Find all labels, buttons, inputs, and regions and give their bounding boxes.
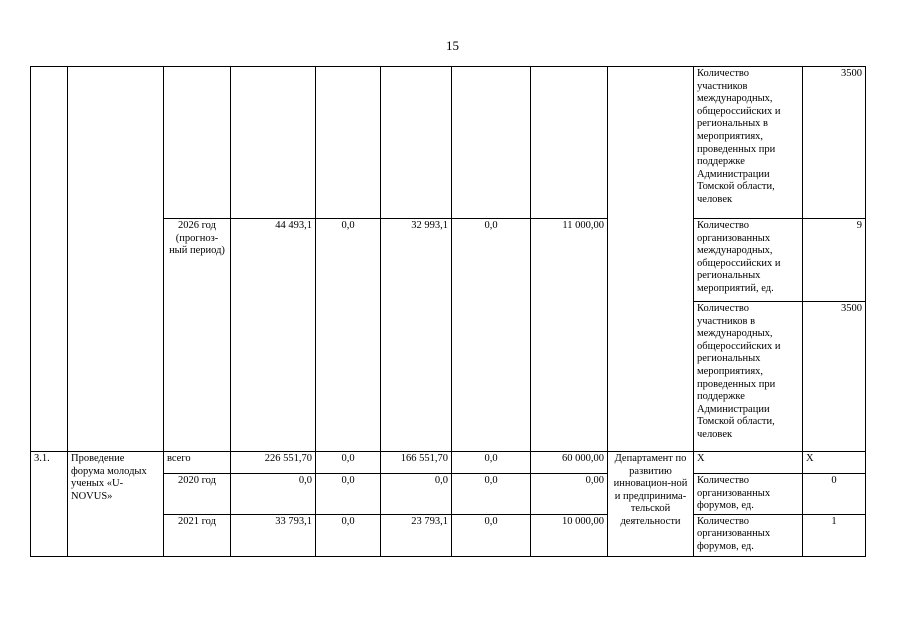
cell-num: 3.1. bbox=[31, 452, 68, 557]
cell-period: всего bbox=[164, 452, 231, 474]
cell-value: 3500 bbox=[803, 302, 866, 452]
page-number: 15 bbox=[446, 38, 459, 53]
table-row bbox=[31, 67, 866, 219]
cell-c3: 0,0 bbox=[452, 452, 531, 474]
cell-c2: 0,0 bbox=[381, 474, 452, 515]
cell-c3 bbox=[452, 67, 531, 219]
cell-name bbox=[68, 67, 164, 452]
cell-num bbox=[31, 67, 68, 452]
cell-c3: 0,0 bbox=[452, 474, 531, 515]
cell-total: 33 793,1 bbox=[231, 514, 316, 556]
table-row bbox=[31, 452, 866, 474]
cell-total: 0,0 bbox=[231, 474, 316, 515]
cell-indicator: Количество организованных международных, общероссийских и региональных мероприятий, ед. bbox=[694, 219, 803, 302]
cell-c4: 0,00 bbox=[531, 474, 608, 515]
cell-period: 2026 год (прогноз-ный период) bbox=[164, 219, 231, 452]
cell-executor: Департамент по развитию инновацион-ной и предпринима-тельской деятельности bbox=[608, 452, 694, 557]
cell-c2: 166 551,70 bbox=[381, 452, 452, 474]
cell-c4 bbox=[531, 67, 608, 219]
cell-c4: 11 000,00 bbox=[531, 219, 608, 452]
cell-c3: 0,0 bbox=[452, 219, 531, 452]
cell-c1 bbox=[316, 67, 381, 219]
cell-c4: 60 000,00 bbox=[531, 452, 608, 474]
cell-indicator: Количество организованных форумов, ед. bbox=[694, 514, 803, 556]
cell-executor bbox=[608, 67, 694, 452]
cell-value: Х bbox=[803, 452, 866, 474]
cell-period bbox=[164, 67, 231, 219]
cell-name: Проведение форума молодых ученых «U-NOVUS» bbox=[68, 452, 164, 557]
cell-value: 1 bbox=[803, 514, 866, 556]
cell-indicator: Количество участников в международных, общероссийских и региональных мероприятиях, проведенных при поддержке Администрации Томской области, человек bbox=[694, 302, 803, 452]
cell-total: 44 493,1 bbox=[231, 219, 316, 452]
cell-period: 2021 год bbox=[164, 514, 231, 556]
cell-c2 bbox=[381, 67, 452, 219]
cell-c1: 0,0 bbox=[316, 219, 381, 452]
cell-c1: 0,0 bbox=[316, 474, 381, 515]
cell-indicator: Количество участников международных, общероссийских и региональных в мероприятиях, проведенных при поддержке Администрации Томской области, человек bbox=[694, 67, 803, 219]
cell-c1: 0,0 bbox=[316, 514, 381, 556]
cell-c2: 32 993,1 bbox=[381, 219, 452, 452]
cell-indicator: Х bbox=[694, 452, 803, 474]
cell-value: 3500 bbox=[803, 67, 866, 219]
cell-c4: 10 000,00 bbox=[531, 514, 608, 556]
cell-indicator: Количество организованных форумов, ед. bbox=[694, 474, 803, 515]
cell-total: 226 551,70 bbox=[231, 452, 316, 474]
cell-c3: 0,0 bbox=[452, 514, 531, 556]
budget-table bbox=[30, 66, 866, 557]
cell-value: 9 bbox=[803, 219, 866, 302]
cell-value: 0 bbox=[803, 474, 866, 515]
cell-c2: 23 793,1 bbox=[381, 514, 452, 556]
cell-c1: 0,0 bbox=[316, 452, 381, 474]
cell-total bbox=[231, 67, 316, 219]
cell-period: 2020 год bbox=[164, 474, 231, 515]
